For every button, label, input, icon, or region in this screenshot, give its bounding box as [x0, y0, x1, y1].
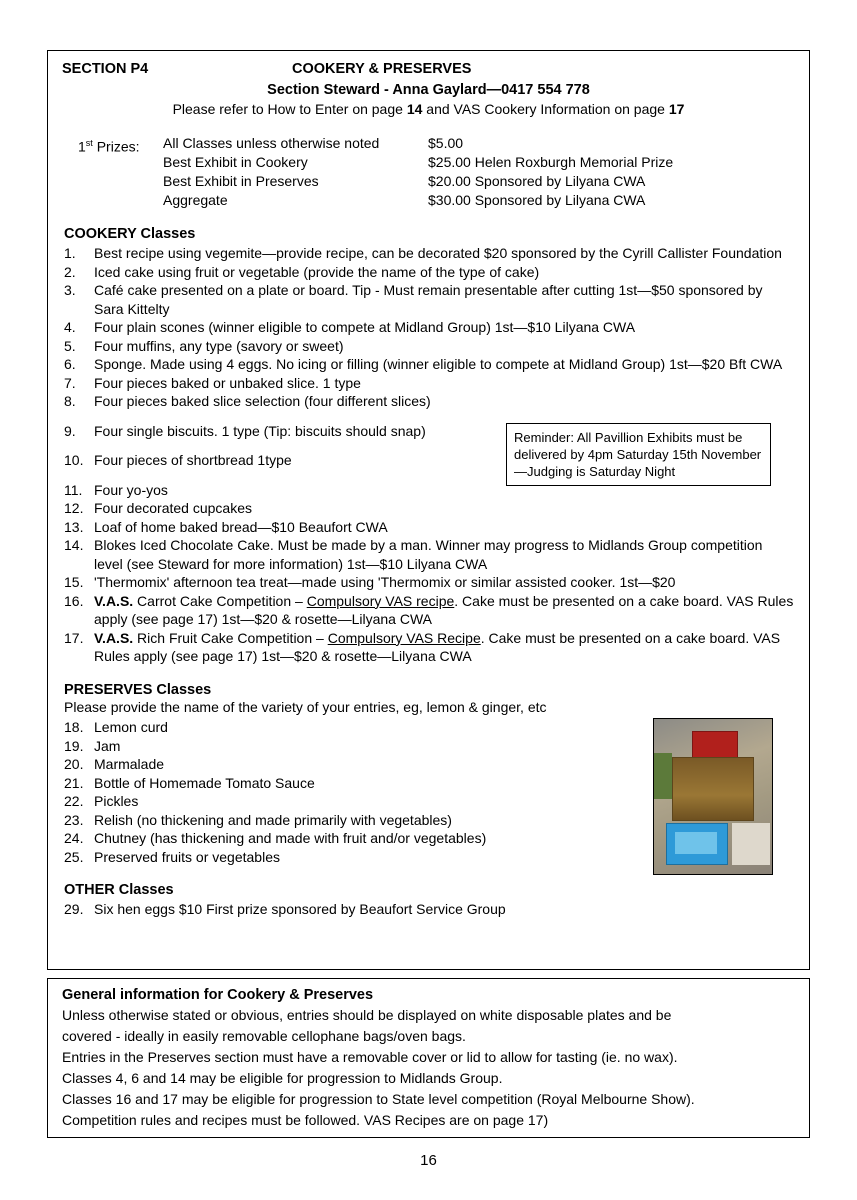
prize-name: Aggregate [163, 192, 228, 208]
list-item-number: 21. [64, 774, 84, 791]
photo-blue-label [675, 832, 717, 854]
refer-note-mid: and VAS Cookery Information on page [422, 101, 669, 117]
list-item-text: Four pieces baked or unbaked slice. 1 type [94, 374, 361, 391]
list-item-number: 2. [64, 263, 76, 280]
cookery-classes-heading: COOKERY Classes [64, 226, 196, 242]
list-item [64, 518, 795, 537]
list-item-number: 16. [64, 592, 84, 609]
list-item-number: 7. [64, 374, 76, 391]
list-item-text: Four plain scones (winner eligible to compete at Midland Group) 1st—$10 Lilyana CWA [94, 319, 636, 335]
prize-name: Best Exhibit in Cookery [163, 154, 308, 170]
list-item-number: 24. [64, 830, 84, 846]
list-item-text: Chutney (has thickening and made with fruit and/or vegetables) [94, 830, 487, 846]
list-item-number: 14. [64, 537, 84, 553]
prizes-label-word: Prizes: [96, 138, 140, 155]
photo-red-package [692, 731, 738, 759]
general-information-box [47, 978, 810, 1138]
list-item [64, 374, 795, 393]
prizes-block [78, 134, 795, 210]
list-item-text: Sponge. Made using 4 eggs. No icing or filling (winner eligible to compete at Midland Group) 1st—$20 Bft CWA [94, 356, 783, 372]
list-item-text: 'Thermomix' afternoon tea treat—made using 'Thermomix or similar assisted cooker. 1st—$20 [94, 574, 676, 590]
list-item-number: 11. [64, 481, 83, 498]
list-item-number: 29. [64, 901, 84, 917]
other-classes-heading: OTHER Classes [64, 882, 174, 898]
prize-amount: $30.00 Sponsored by Lilyana CWA [428, 192, 646, 208]
list-item-number: 12. [64, 500, 84, 516]
preserves-classes-heading: PRESERVES Classes [64, 681, 212, 698]
section-code: SECTION P4 [62, 61, 149, 77]
list-item-number: 20. [64, 756, 84, 772]
list-item-number: 22. [64, 793, 84, 809]
list-item [64, 392, 795, 411]
list-item-text: Four muffins, any type (savory or sweet) [94, 337, 344, 354]
list-item-text: Jam [94, 737, 121, 754]
cookery-preserves-section-box [47, 50, 810, 970]
list-item-text: Lemon curd [94, 719, 168, 735]
general-info-line: Competition rules and recipes must be followed. VAS Recipes are on page 17) [62, 1112, 549, 1128]
list-item-number: 4. [64, 319, 76, 335]
list-item-text: Pickles [94, 793, 139, 809]
list-item-text: Four single biscuits. 1 type (Tip: biscuits should snap) [94, 422, 426, 439]
list-item-number: 25. [64, 848, 84, 865]
list-item-number: 1. [64, 245, 76, 261]
prize-amount: $5.00 [428, 135, 464, 151]
section-steward: Section Steward - Anna Gaylard—0417 554 778 [267, 82, 590, 98]
list-item-text: Bottle of Homemade Tomato Sauce [94, 774, 315, 791]
list-item-text: Loaf of home baked bread—$10 Beaufort CWA [94, 518, 388, 535]
photo-jar [672, 757, 754, 821]
preserves-photo [653, 718, 773, 875]
prizes-label-sup: st [85, 138, 93, 148]
prize-row [78, 172, 795, 191]
general-info-line: Unless otherwise stated or obvious, entries should be displayed on white disposable plates and be [62, 1007, 672, 1023]
prizes-label-ordinal: 1 [78, 138, 86, 155]
list-item [64, 337, 795, 356]
list-item-number: 5. [64, 337, 76, 354]
general-info-title: General information for Cookery & Preserves [62, 987, 374, 1003]
prize-name: Best Exhibit in Preserves [163, 173, 319, 189]
list-item [64, 318, 795, 337]
list-item [64, 900, 795, 919]
list-item [64, 592, 795, 629]
list-item-number: 17. [64, 629, 84, 646]
list-item [64, 263, 795, 282]
list-item-number: 15. [64, 574, 84, 590]
list-item-number: 10. [64, 452, 84, 468]
list-item-text: Relish (no thickening and made primarily with vegetables) [94, 811, 452, 828]
list-item-number: 3. [64, 282, 76, 298]
prize-name: All Classes unless otherwise noted [163, 135, 380, 151]
list-item-text: Café cake presented on a plate or board. Tip - Must remain presentable after cutting 1st—$50 sponsored by Sara Kittelty [94, 282, 763, 317]
list-item-text: Four pieces of shortbread 1type [94, 452, 292, 468]
list-item [64, 536, 795, 573]
general-info-line: Entries in the Preserves section must have a removable cover or lid to allow for tasting (ie. no wax). [62, 1049, 678, 1065]
other-classes-list [62, 900, 795, 919]
general-info-line: covered - ideally in easily removable cellophane bags/oven bags. [62, 1028, 466, 1044]
list-item-number: 13. [64, 518, 84, 535]
list-item-text: Best recipe using vegemite—provide recipe, can be decorated $20 sponsored by the Cyrill Callister Foundation [94, 245, 782, 261]
list-item-number: 18. [64, 719, 84, 735]
photo-green-item [654, 753, 672, 799]
photo-blue-package [666, 823, 728, 865]
list-item-text: Four decorated cupcakes [94, 500, 252, 516]
list-item-text: Four yo-yos [94, 481, 168, 498]
page-number: 16 [420, 1152, 437, 1169]
prize-amount: $25.00 Helen Roxburgh Memorial Prize [428, 154, 674, 170]
preserves-note: Please provide the name of the variety of your entries, eg, lemon & ginger, etc [64, 698, 547, 715]
list-item-number: 6. [64, 356, 76, 372]
refer-note-pre: Please refer to How to Enter on page [172, 101, 407, 117]
general-info-line: Classes 4, 6 and 14 may be eligible for progression to Midlands Group. [62, 1070, 503, 1086]
list-item [64, 355, 795, 374]
refer-page-how-to-enter: 14 [406, 101, 423, 117]
list-item [64, 499, 795, 518]
list-item-text: Six hen eggs $10 First prize sponsored by Beaufort Service Group [94, 901, 506, 917]
reminder-box: Reminder: All Pavillion Exhibits must be delivered by 4pm Saturday 15th November—Judging is Saturday Night [506, 423, 771, 486]
list-item-text: Marmalade [94, 756, 165, 772]
refer-page-vas-info: 17 [668, 101, 685, 117]
refer-note [62, 101, 795, 117]
section-header-row [62, 61, 795, 80]
photo-white-item [732, 823, 770, 865]
list-item [64, 281, 795, 318]
prize-amount: $20.00 Sponsored by Lilyana CWA [428, 173, 646, 189]
list-item-text: Preserved fruits or vegetables [94, 848, 280, 865]
prize-row [78, 134, 795, 153]
list-item-number: 9. [64, 422, 76, 439]
list-item-number: 8. [64, 393, 76, 409]
prize-row [78, 153, 795, 172]
list-item-text: V.A.S. Carrot Cake Competition – Compulsory VAS recipe. Cake must be presented on a cake board. VAS Rules apply (see page 17) 1st—$20 & rosette—Lilyana CWA [94, 592, 794, 627]
list-item-text: Iced cake using fruit or vegetable (provide the name of the type of cake) [94, 263, 540, 280]
prize-row [78, 191, 795, 210]
section-title: COOKERY & PRESERVES [292, 61, 472, 77]
list-item-text: Four pieces baked slice selection (four different slices) [94, 393, 431, 409]
list-item [64, 244, 795, 263]
list-item [64, 629, 795, 666]
general-info-line: Classes 16 and 17 may be eligible for progression to State level competition (Royal Melbourne Show). [62, 1091, 695, 1107]
list-item-text: V.A.S. Rich Fruit Cake Competition – Compulsory VAS Recipe. Cake must be presented on a cake board. VAS Rules apply (see page 17) 1st—$20 & rosette—Lilyana CWA [94, 629, 781, 664]
list-item-text: Blokes Iced Chocolate Cake. Must be made by a man. Winner may progress to Midlands Group competition level (see Steward for more information) 1st—$10 Lilyana CWA [94, 537, 763, 572]
list-item-number: 23. [64, 811, 84, 828]
list-item-number: 19. [64, 737, 84, 754]
list-item [64, 573, 795, 592]
